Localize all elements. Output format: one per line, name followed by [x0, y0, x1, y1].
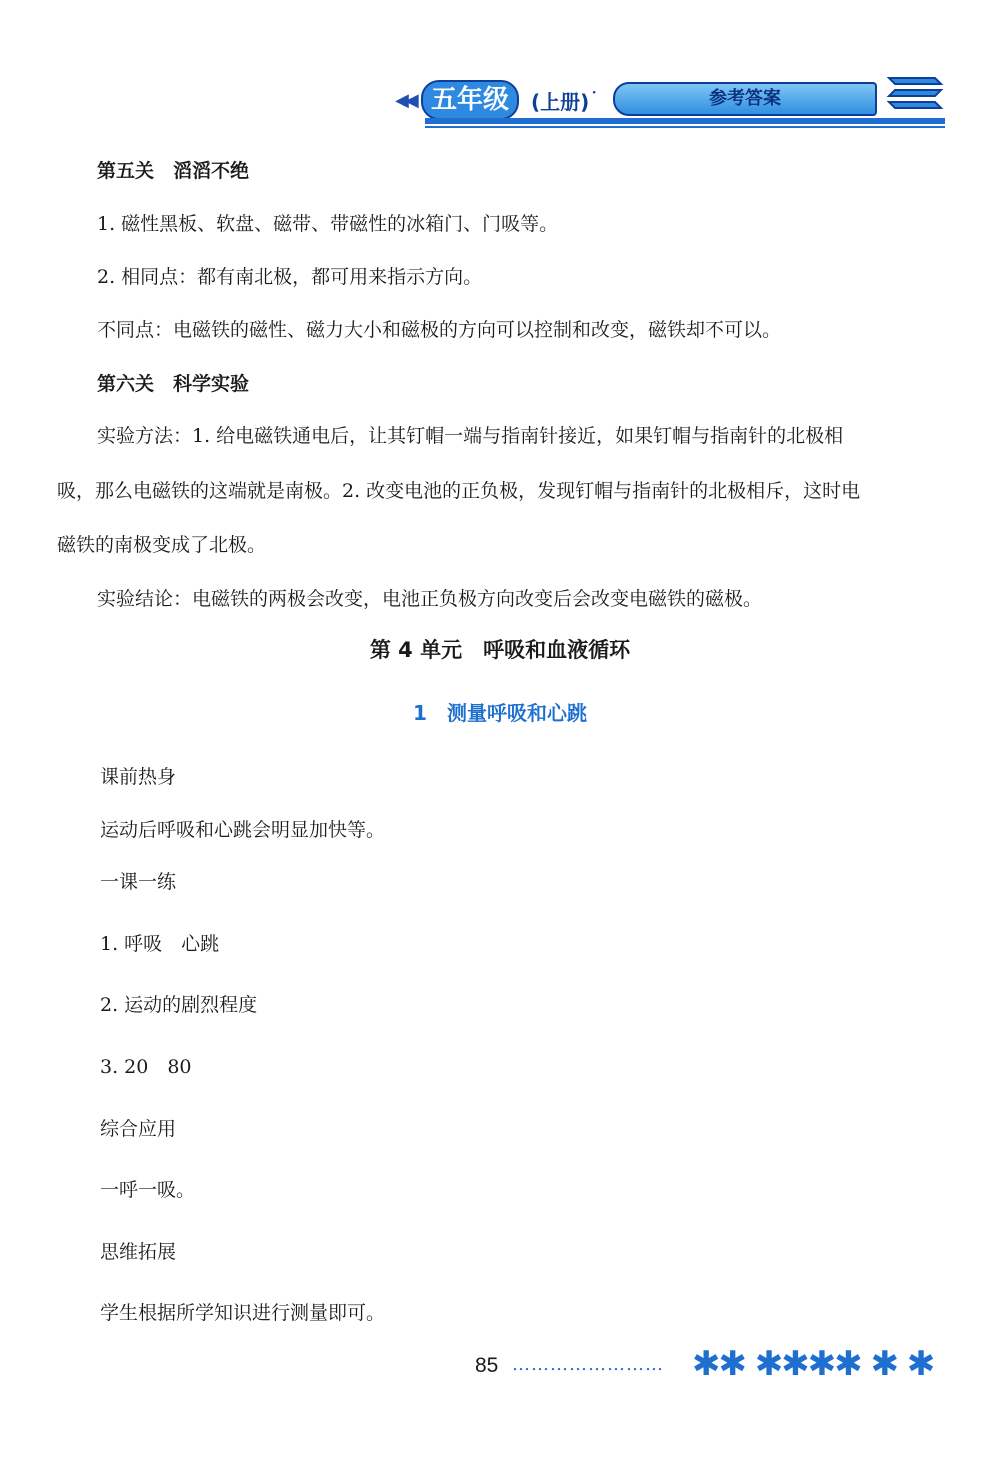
method-line-2: 吸，那么电磁铁的这端就是南极。2. 改变电池的正负极，发现钉帽与指南针的北极相斥，这时电 — [57, 480, 861, 502]
unit-title: 第 4 单元 呼吸和血液循环 — [369, 638, 631, 662]
extend-answer: 学生根据所学知识进行测量即可。 — [100, 1302, 386, 1324]
stacked-books-icon — [885, 70, 945, 116]
practice-answer-2: 2. 运动的剧烈程度 — [100, 994, 258, 1016]
practice-answer-3: 3. 20 80 — [100, 1056, 192, 1078]
header-rule-thin — [425, 126, 945, 128]
apply-label: 综合应用 — [100, 1118, 177, 1140]
leader-dots: …………………… — [512, 1354, 664, 1375]
page-header — [395, 70, 955, 130]
section-tab: 参考答案 — [613, 82, 877, 116]
extend-label: 思维拓展 — [100, 1241, 177, 1263]
header-rule — [425, 118, 945, 124]
page-number: 85 — [475, 1354, 499, 1377]
warmup-label: 课前热身 — [100, 766, 177, 788]
warmup-answer: 运动后呼吸和心跳会明显加快等。 — [100, 819, 386, 841]
practice-answer-1: 1. 呼吸 心跳 — [100, 933, 220, 955]
method-line-1: 实验方法：1. 给电磁铁通电后，让其钉帽一端与指南针接近，如果钉帽与指南针的北极相 — [97, 425, 844, 447]
lesson-title: 1 测量呼吸和心跳 — [413, 701, 587, 725]
practice-label: 一课一练 — [100, 871, 177, 893]
level5-answer-2: 2. 相同点：都有南北极，都可用来指示方向。 — [97, 266, 483, 288]
page-footer — [470, 1340, 970, 1400]
header-dot: · — [591, 80, 598, 104]
apply-answer: 一呼一吸。 — [100, 1179, 196, 1201]
grade-badge: 五年级 — [421, 80, 519, 120]
volume-label: (上册) — [531, 90, 590, 114]
conclusion-line: 实验结论：电磁铁的两极会改变，电池正负极方向改变后会改变电磁铁的磁极。 — [97, 588, 763, 610]
level5-answer-3: 不同点：电磁铁的磁性、磁力大小和磁极的方向可以控制和改变，磁铁却不可以。 — [97, 319, 782, 341]
star-decoration-icon: ✱✱ ✱✱✱✱ ✱ ✱ — [692, 1344, 934, 1384]
double-arrow-left-icon: ◀◀ — [395, 90, 415, 111]
level5-title: 第五关 滔滔不绝 — [97, 160, 250, 182]
method-line-3: 磁铁的南极变成了北极。 — [57, 534, 267, 556]
level6-title: 第六关 科学实验 — [97, 373, 250, 395]
level5-answer-1: 1. 磁性黑板、软盘、磁带、带磁性的冰箱门、门吸等。 — [97, 213, 559, 235]
